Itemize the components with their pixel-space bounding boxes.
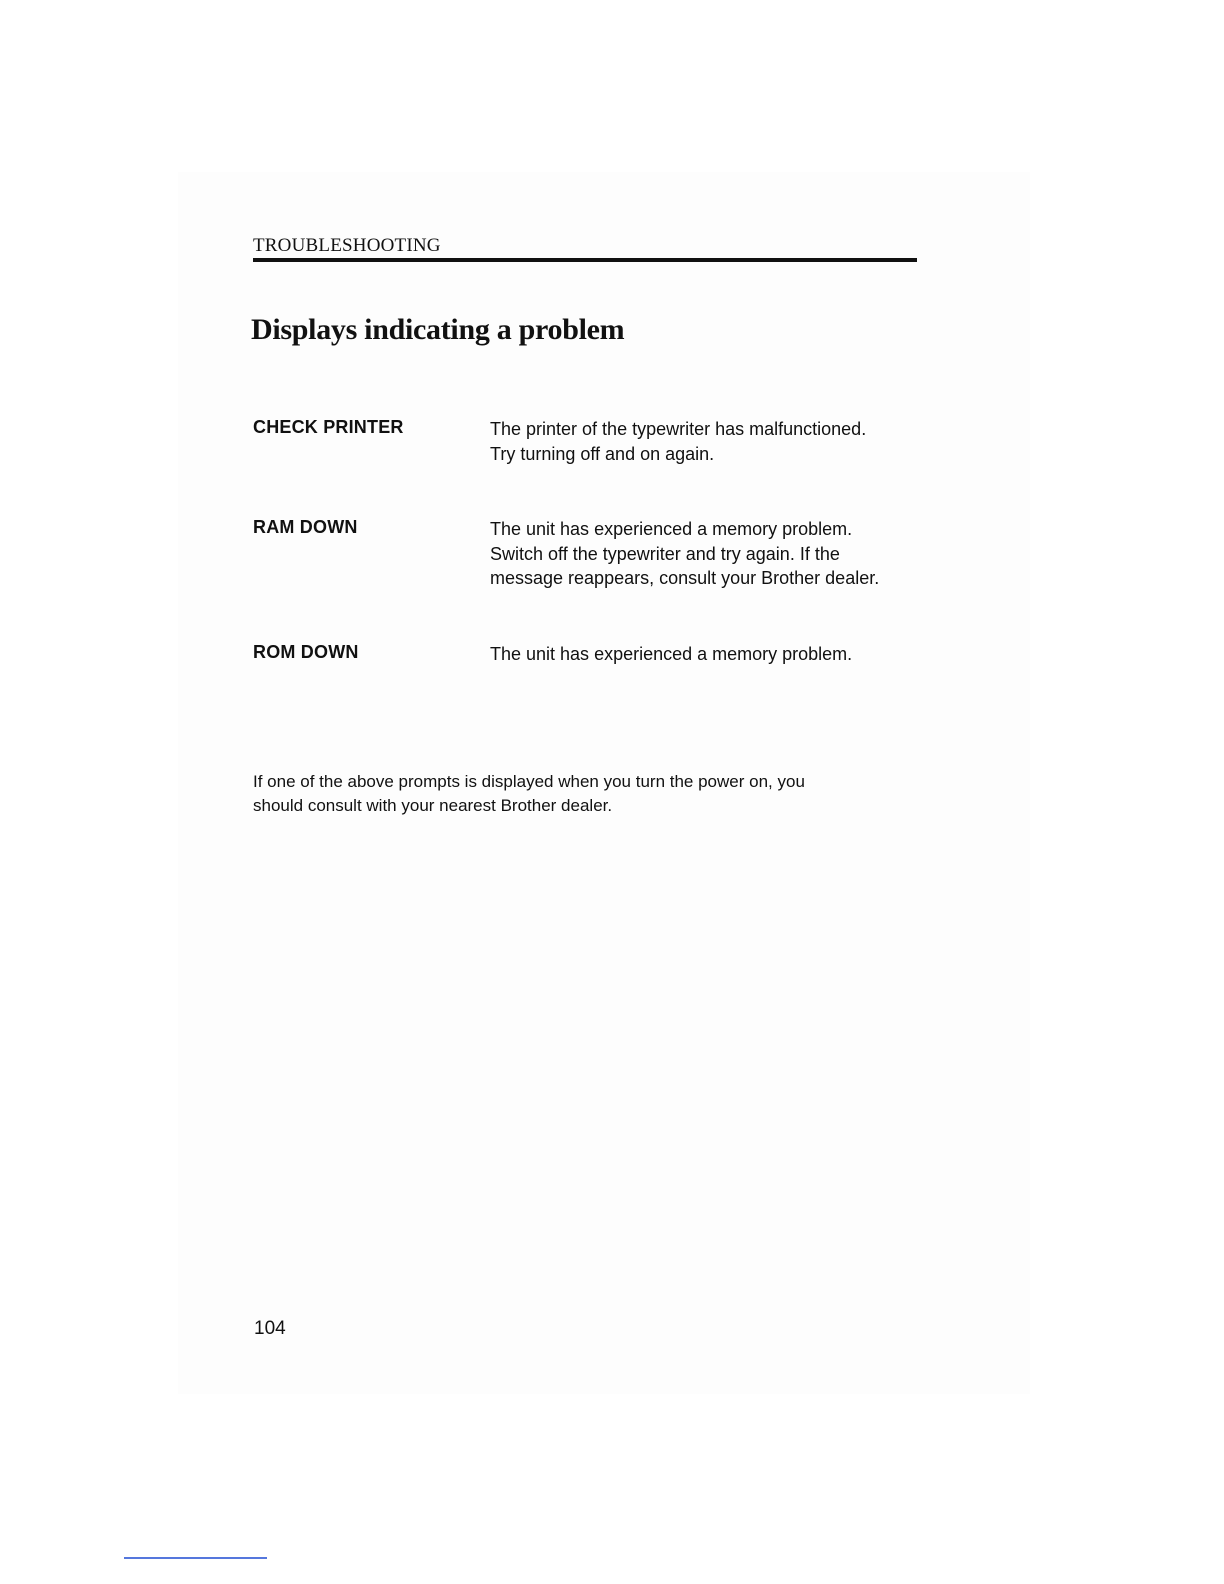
message-description-line: The unit has experienced a memory problem. — [490, 644, 853, 664]
bottom-link-rule — [124, 1557, 267, 1559]
page-number: 104 — [254, 1318, 286, 1339]
message-description-line: message reappears, consult your Brother dealer. — [490, 568, 880, 588]
message-code: CHECK PRINTER — [253, 417, 404, 437]
page-title: Displays indicating a problem — [251, 313, 625, 346]
footer-note-line: If one of the above prompts is displayed when you turn the power on, you — [253, 772, 805, 791]
message-description-line: The printer of the typewriter has malfunctioned. — [490, 419, 867, 439]
message-description — [490, 642, 930, 667]
footer-note — [253, 770, 933, 818]
message-description — [490, 517, 930, 591]
message-description-line: Switch off the typewriter and try again. If the — [490, 543, 840, 564]
message-code: RAM DOWN — [253, 517, 358, 537]
message-description-line: The unit has experienced a memory problem. — [490, 519, 853, 539]
message-code: ROM DOWN — [253, 642, 359, 662]
message-description-line: Try turning off and on again. — [490, 443, 715, 464]
message-description — [490, 417, 930, 466]
footer-note-line: should consult with your nearest Brother dealer. — [253, 796, 613, 815]
section-header-text: TROUBLESHOOTING — [253, 235, 441, 256]
section-header — [253, 235, 917, 265]
section-header-rule — [253, 258, 917, 262]
